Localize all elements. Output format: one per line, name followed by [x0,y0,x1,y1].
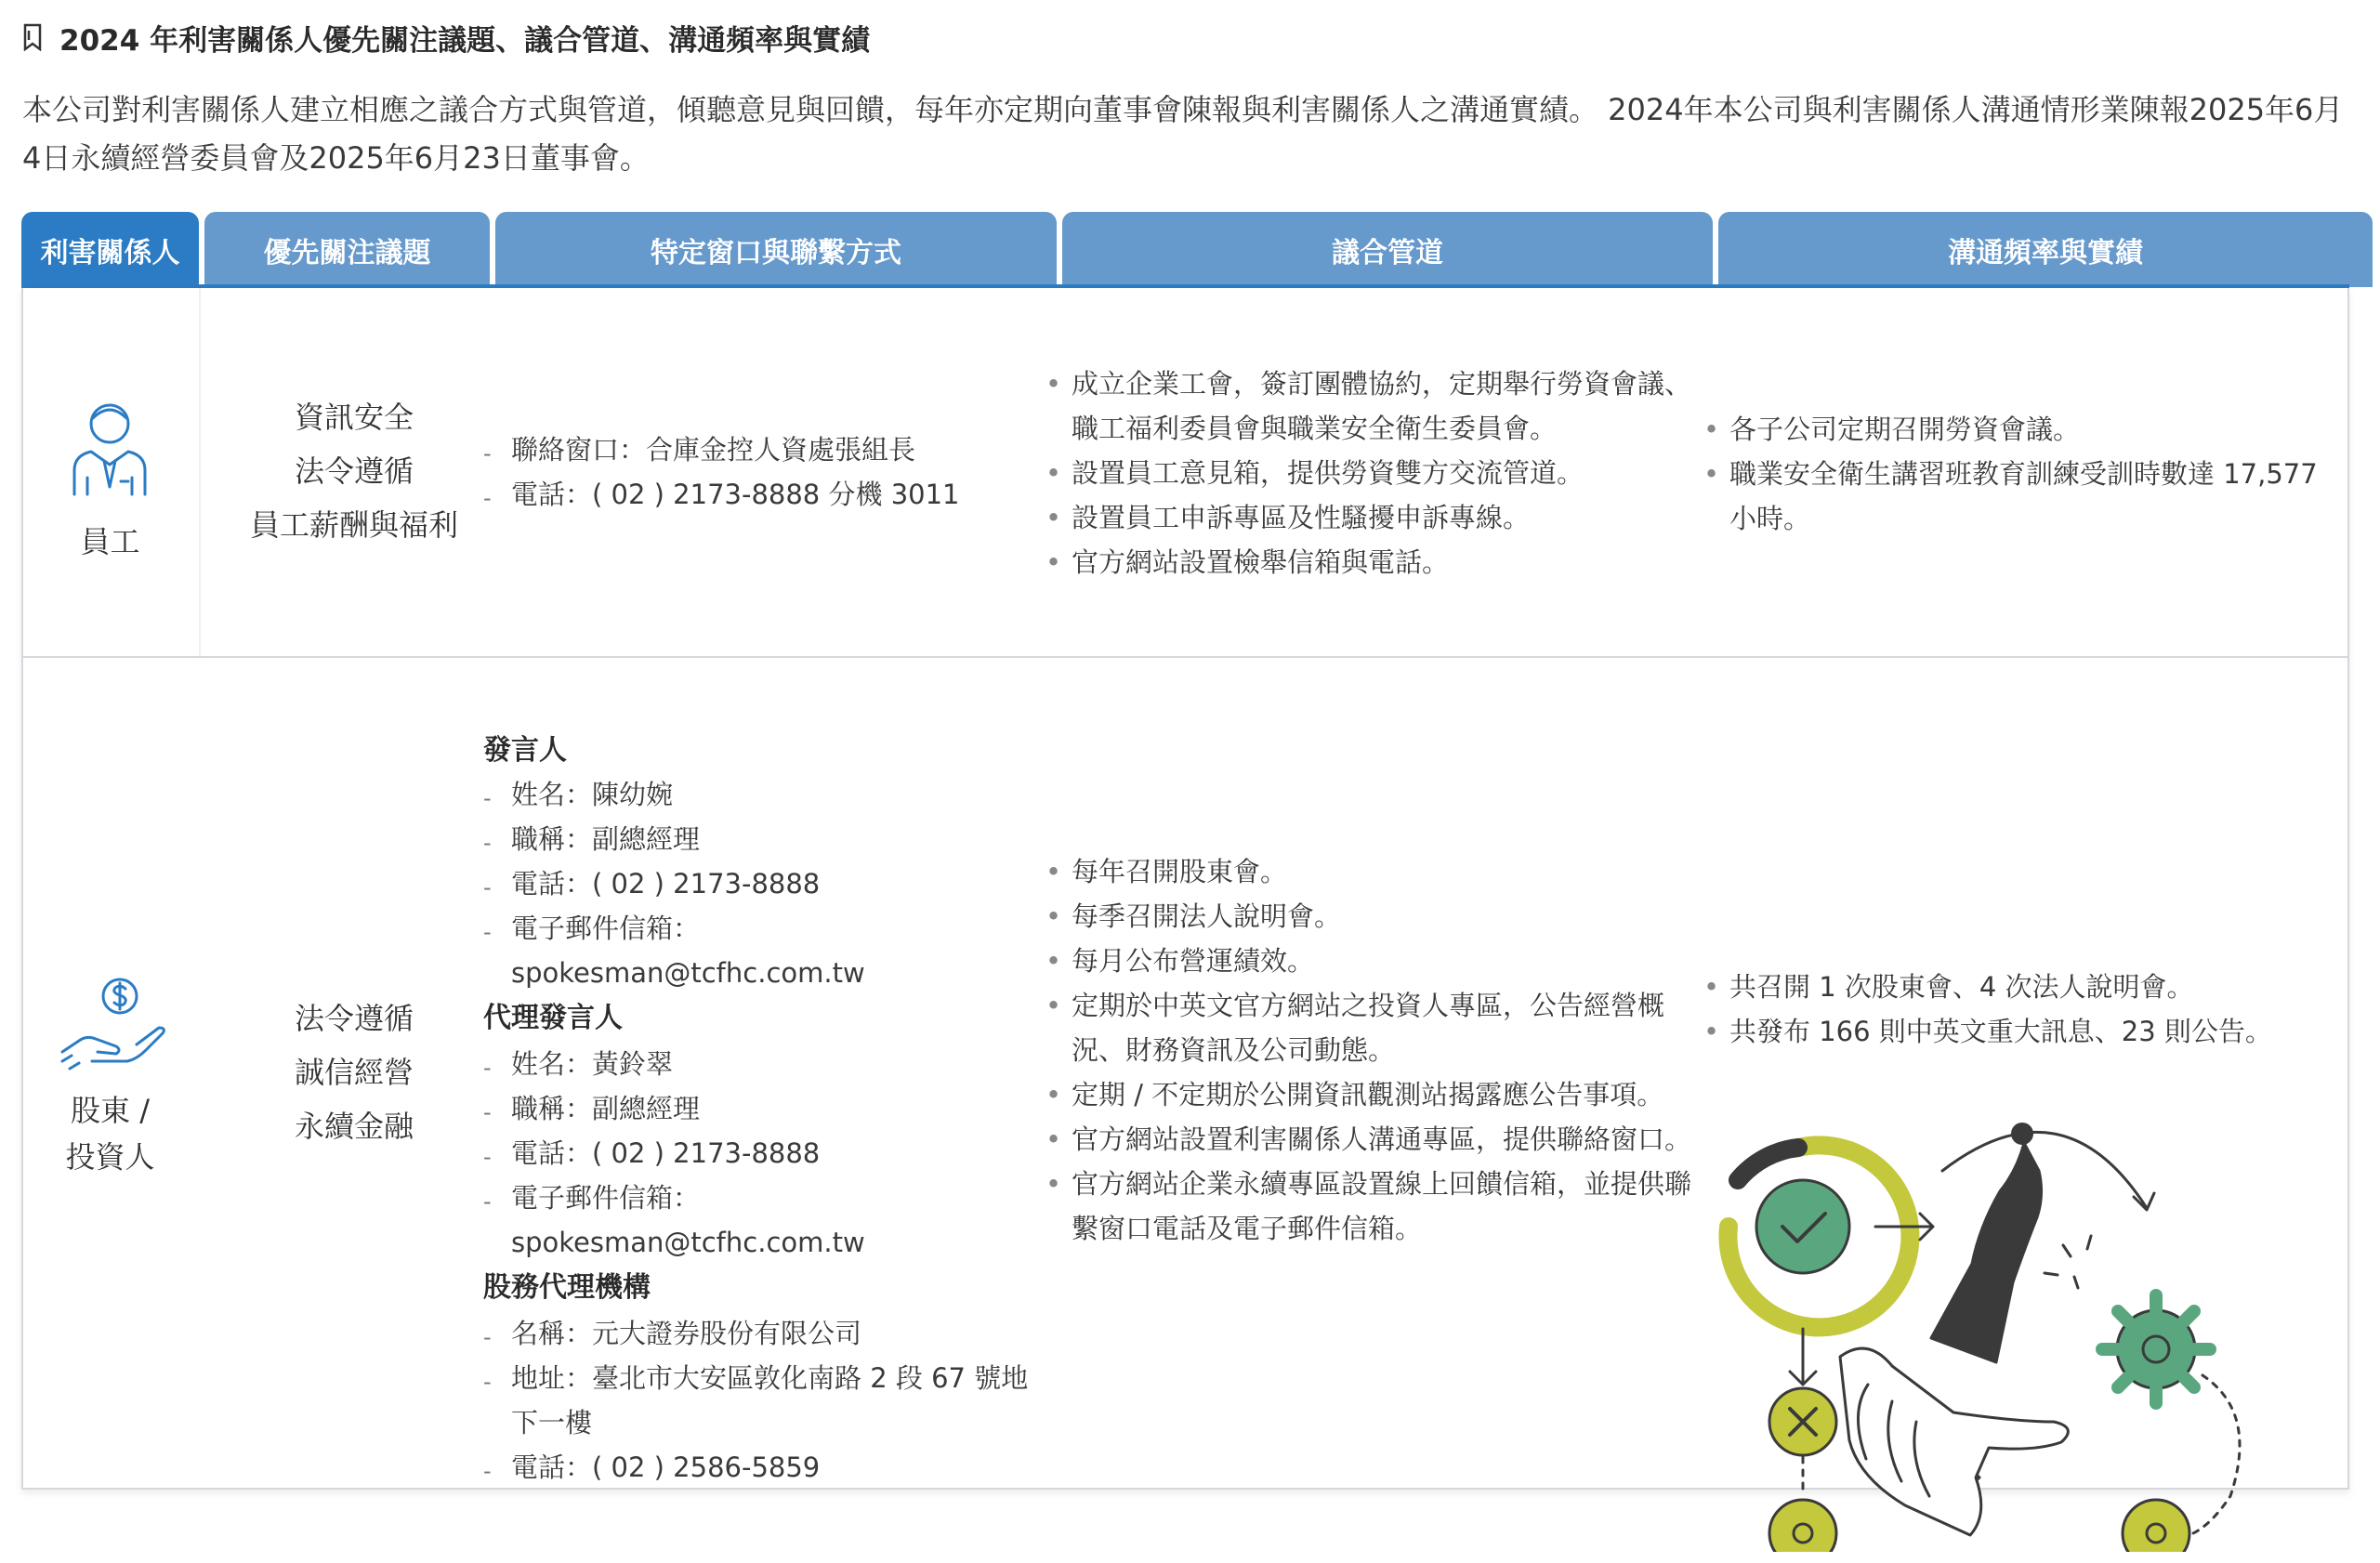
investor-icon [59,976,170,1078]
bookmark-icon [22,23,45,51]
stakeholder-employee: 員工 [80,524,140,559]
issues-employee [215,390,493,552]
header-channels: 議合管道 [1062,212,1713,287]
contact-item: - 電話：( 02 ) 2173-8888 分機 3011 [483,472,1041,517]
issue-item: 資訊安全 [294,400,414,435]
strategy-illustration [1710,1106,2305,1552]
contacts-employee [483,427,1041,517]
channel-item: • 設置員工意見箱，提供勞資雙方交流管道。 [1044,451,1703,495]
stakeholder-line: 股東 / [71,1093,150,1128]
contact-item: - 地址：臺北市大安區敦化南路 2 段 67 號地下一樓 [483,1356,1032,1445]
contact-item: - 聯絡窗口：合庫金控人資處張組長 [483,427,1041,472]
contact-item: - 電子郵件信箱：spokesman@tcfhc.com.tw [483,1176,1050,1265]
channel-item: • 官方網站設置檢舉信箱與電話。 [1044,540,1703,584]
contact-item: - 電話：( 02 ) 2173-8888 [483,1131,1050,1176]
spokesman-list [483,772,1050,995]
issue-item: 員工薪酬與福利 [249,507,458,543]
channel-item: • 每月公布營運績效。 [1044,939,1703,983]
channel-item: • 成立企業工會，簽訂團體協約，定期舉行勞資會議、職工福利委員會與職業安全衛生委員會。 [1044,361,1703,451]
issue-item: 誠信經營 [294,1055,414,1090]
channels-employee [1044,361,1703,584]
issue-item: 法令遵循 [294,453,414,489]
contacts-investor [483,728,1050,1490]
deputy-list [483,1042,1050,1265]
intro-paragraph: 本公司對利害關係人建立相應之議合方式與管道，傾聽意見與回饋，每年亦定期向董事會陳報與利害關係人之溝通實績。 2024年本公司與利害關係人溝通情形業陳報2025年6月4日永續經營委員會及2025年6月23日董事會。 [22,92,2344,176]
result-item: • 職業安全衛生講習班教育訓練受訓時數達 17,577 小時。 [1702,452,2352,541]
result-item: • 各子公司定期召開勞資會議。 [1702,407,2352,452]
header-stakeholder: 利害關係人 [21,212,199,287]
spokesman-heading: 發言人 [483,734,567,767]
employee-icon [63,398,156,500]
contact-item: - 電話：( 02 ) 2586-5859 [483,1445,1032,1490]
row-divider [21,656,2349,658]
issue-item: 永續金融 [294,1109,414,1144]
channels-investor [1044,849,1703,1251]
channel-item: • 每年召開股東會。 [1044,849,1703,894]
agent-heading: 股務代理機構 [483,1271,651,1304]
contact-item: - 姓名：黃鈴翠 [483,1042,1050,1086]
issue-item: 法令遵循 [294,1001,414,1036]
contact-item: - 電子郵件信箱：spokesman@tcfhc.com.tw [483,906,1050,995]
section-title [22,17,870,58]
channel-item: • 官方網站設置利害關係人溝通專區，提供聯絡窗口。 [1044,1117,1703,1162]
contact-item: - 姓名：陳幼婉 [483,772,1050,817]
stakeholder-line: 投資人 [65,1139,155,1175]
results-employee [1702,407,2352,541]
agent-list [483,1311,1032,1490]
stakeholder-investor [21,1087,199,1180]
contact-item: - 電話：( 02 ) 2173-8888 [483,861,1050,906]
header-issues: 優先關注議題 [204,212,490,287]
contact-item: - 職稱：副總經理 [483,817,1050,861]
issues-investor [215,992,493,1153]
deputy-heading: 代理發言人 [483,1002,623,1034]
channel-item: • 定期 / 不定期於公開資訊觀測站揭露應公告事項。 [1044,1072,1703,1117]
contact-item: - 名稱：元大證券股份有限公司 [483,1311,1032,1356]
header-contact: 特定窗口與聯繫方式 [495,212,1057,287]
result-item: • 共發布 166 則中英文重大訊息、23 則公告。 [1702,1009,2352,1054]
results-investor [1702,965,2352,1054]
header-results: 溝通頻率與實績 [1718,212,2373,287]
channel-item: • 官方網站企業永續專區設置線上回饋信箱，並提供聯繫窗口電話及電子郵件信箱。 [1044,1162,1703,1251]
title-text: 2024 年利害關係人優先關注議題、議合管道、溝通頻率與實績 [59,23,871,58]
channel-item: • 每季召開法人說明會。 [1044,894,1703,939]
channel-item: • 定期於中英文官方網站之投資人專區，公告經營概況、財務資訊及公司動態。 [1044,983,1703,1072]
channel-item: • 設置員工申訴專區及性騷擾申訴專線。 [1044,495,1703,540]
result-item: • 共召開 1 次股東會、4 次法人說明會。 [1702,965,2352,1009]
column-divider [199,288,201,656]
contact-item: - 職稱：副總經理 [483,1086,1050,1131]
